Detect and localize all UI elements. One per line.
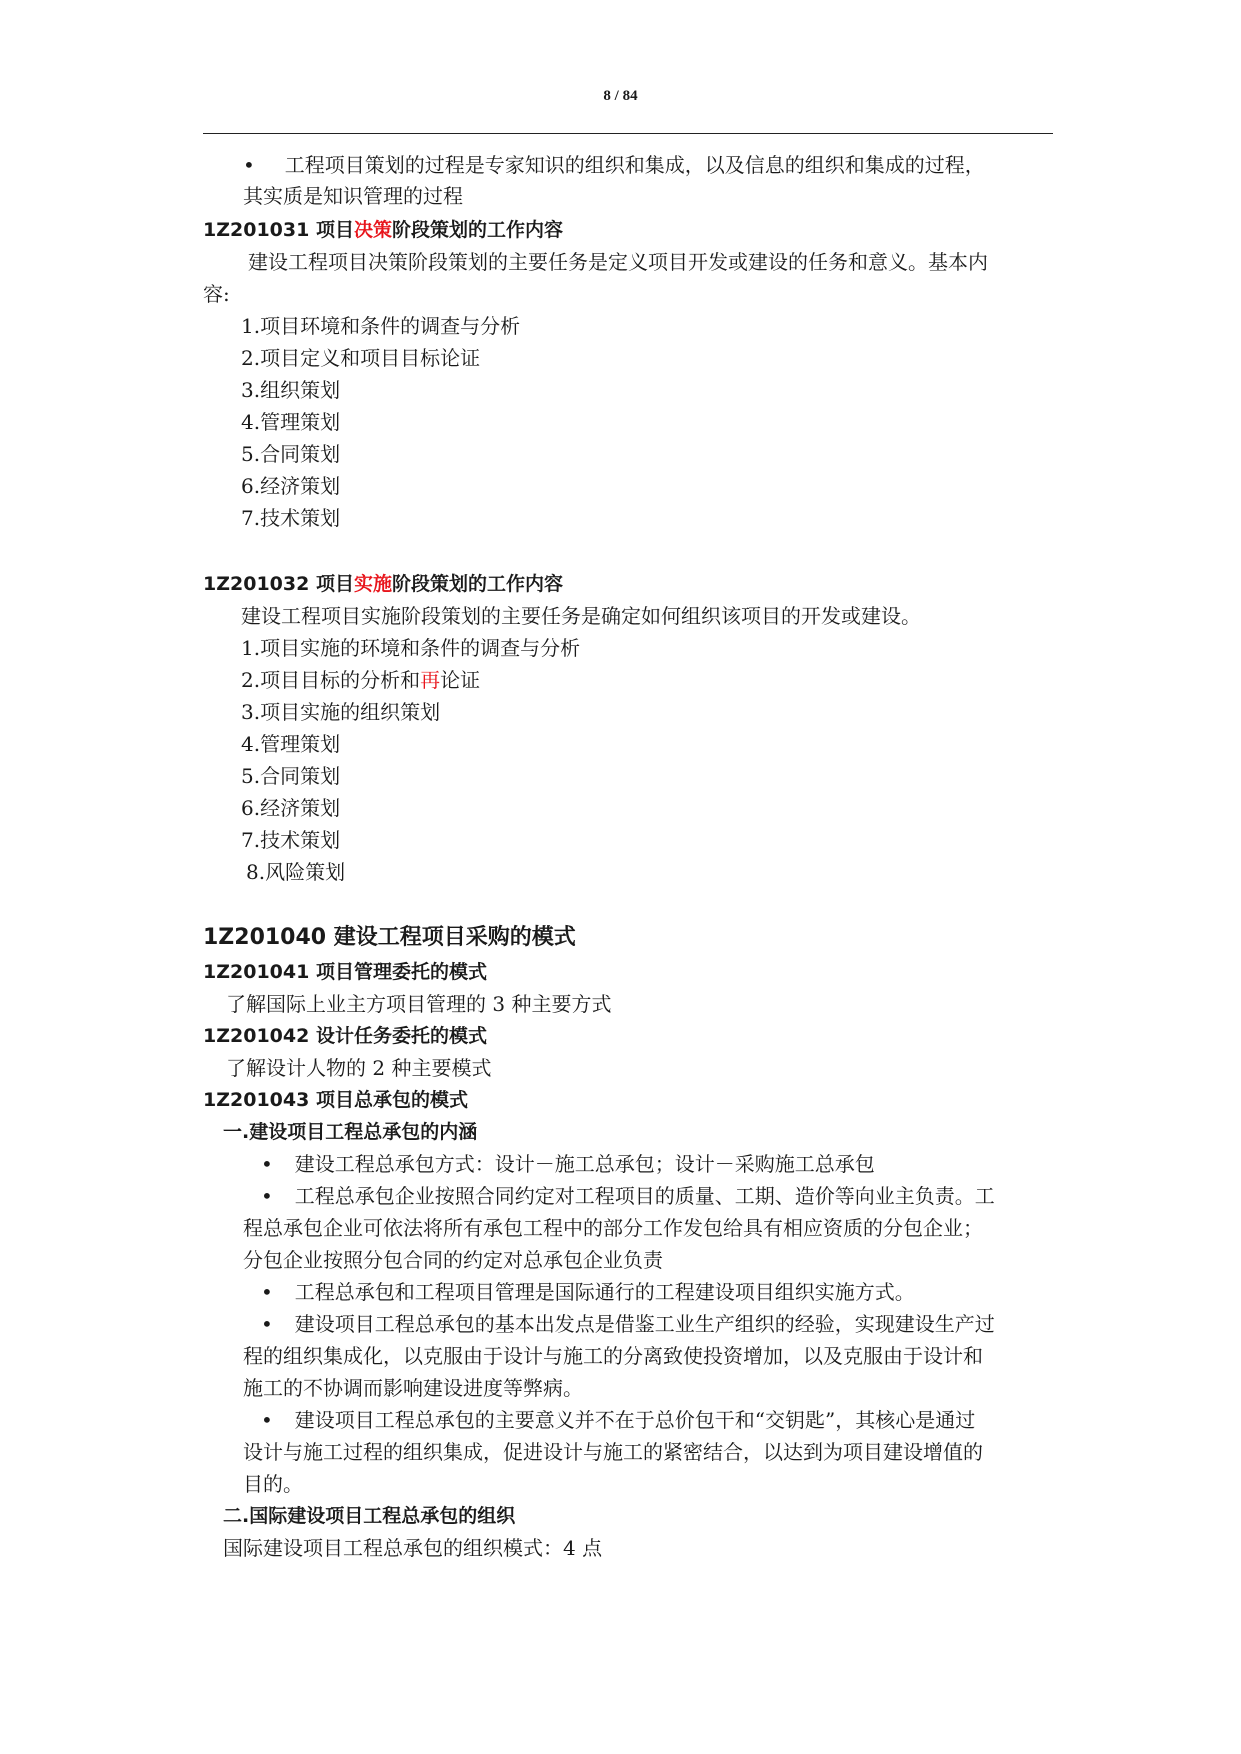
page-number: 8 / 84 (603, 88, 638, 104)
bullet-item: • 建设工程总承包方式：设计－施工总承包；设计－采购施工总承包 (261, 1152, 875, 1176)
bullet-cont: 程的组织集成化，以克服由于设计与施工的分离致使投资增加，以及克服由于设计和 (243, 1344, 983, 1368)
paragraph: 了解设计人物的 2 种主要模式 (226, 1056, 492, 1080)
highlight-text: 决策 (353, 219, 392, 241)
list-item: 2.项目目标的分析和再论证 (241, 668, 481, 692)
section-code: 1Z201042 (203, 1025, 310, 1047)
intro-bullet-line (243, 153, 985, 177)
header-rule (203, 133, 1053, 134)
section-heading-1031: 1Z201031 项目决策阶段策划的工作内容 (203, 219, 563, 241)
bullet-cont: 施工的不协调而影响建设进度等弊病。 (243, 1376, 583, 1400)
chapter-heading-1040: 1Z201040 建设工程项目采购的模式 (203, 925, 576, 950)
highlight-text: 实施 (353, 573, 392, 595)
list-item: 3.项目实施的组织策划 (241, 700, 441, 724)
paragraph: 国际建设项目工程总承包的组织模式：4 点 (223, 1536, 603, 1560)
bullet-icon: • (261, 1152, 273, 1176)
list-item: 4.管理策划 (241, 410, 341, 434)
list-item: 7.技术策划 (241, 506, 341, 530)
bullet-icon: • (243, 153, 255, 177)
list-item: 6.经济策划 (241, 474, 341, 498)
section-code: 1Z201032 (203, 573, 310, 595)
section-heading-1043: 1Z201043 项目总承包的模式 (203, 1089, 468, 1111)
section-heading-1032: 1Z201032 项目实施阶段策划的工作内容 (203, 573, 563, 595)
bullet-icon: • (261, 1408, 273, 1432)
section-code: 1Z201043 (203, 1089, 310, 1111)
section-code: 1Z201041 (203, 961, 310, 983)
bullet-cont: 分包企业按照分包合同的约定对总承包企业负责 (243, 1248, 663, 1272)
section-heading-1042: 1Z201042 设计任务委托的模式 (203, 1025, 487, 1047)
list-item: 1.项目实施的环境和条件的调查与分析 (241, 636, 581, 660)
bullet-item: • 建设项目工程总承包的主要意义并不在于总价包干和“交钥匙”，其核心是通过 (261, 1408, 976, 1432)
bullet-cont: 目的。 (243, 1472, 303, 1496)
intro-text: 工程项目策划的过程是专家知识的组织和集成，以及信息的组织和集成的过程， (284, 153, 985, 177)
paragraph: 建设工程项目决策阶段策划的主要任务是定义项目开发或建设的任务和意义。基本内 (248, 250, 988, 274)
paragraph: 容: (203, 282, 230, 306)
list-item: 5.合同策划 (241, 442, 341, 466)
bullet-item: • 工程总承包企业按照合同约定对工程项目的质量、工期、造价等向业主负责。工 (261, 1184, 995, 1208)
subheading-connotation: 一.建设项目工程总承包的内涵 (223, 1121, 478, 1143)
bullet-icon: • (261, 1312, 273, 1336)
bullet-item: • 工程总承包和工程项目管理是国际通行的工程建设项目组织实施方式。 (261, 1280, 915, 1304)
paragraph: 了解国际上业主方项目管理的 3 种主要方式 (226, 992, 612, 1016)
highlight-text: 再 (420, 668, 441, 692)
bullet-icon: • (261, 1280, 273, 1304)
intro-cont-line: 其实质是知识管理的过程 (243, 184, 463, 208)
section-heading-1041: 1Z201041 项目管理委托的模式 (203, 961, 487, 983)
list-item: 4.管理策划 (241, 732, 341, 756)
bullet-item: • 建设项目工程总承包的基本出发点是借鉴工业生产组织的经验，实现建设生产过 (261, 1312, 995, 1336)
list-item: 7.技术策划 (241, 828, 341, 852)
list-item: 8.风险策划 (246, 860, 346, 884)
list-item: 5.合同策划 (241, 764, 341, 788)
section-code: 1Z201031 (203, 219, 310, 241)
subheading-organization: 二.国际建设项目工程总承包的组织 (223, 1505, 516, 1527)
list-item: 3.组织策划 (241, 378, 341, 402)
list-item: 2.项目定义和项目目标论证 (241, 346, 481, 370)
bullet-cont: 程总承包企业可依法将所有承包工程中的部分工作发包给具有相应资质的分包企业； (243, 1216, 983, 1240)
list-item: 6.经济策划 (241, 796, 341, 820)
list-item: 1.项目环境和条件的调查与分析 (241, 314, 521, 338)
paragraph: 建设工程项目实施阶段策划的主要任务是确定如何组织该项目的开发或建设。 (241, 604, 921, 628)
section-code: 1Z201040 (203, 925, 327, 950)
bullet-icon: • (261, 1184, 273, 1208)
bullet-cont: 设计与施工过程的组织集成，促进设计与施工的紧密结合，以达到为项目建设增值的 (243, 1440, 983, 1464)
